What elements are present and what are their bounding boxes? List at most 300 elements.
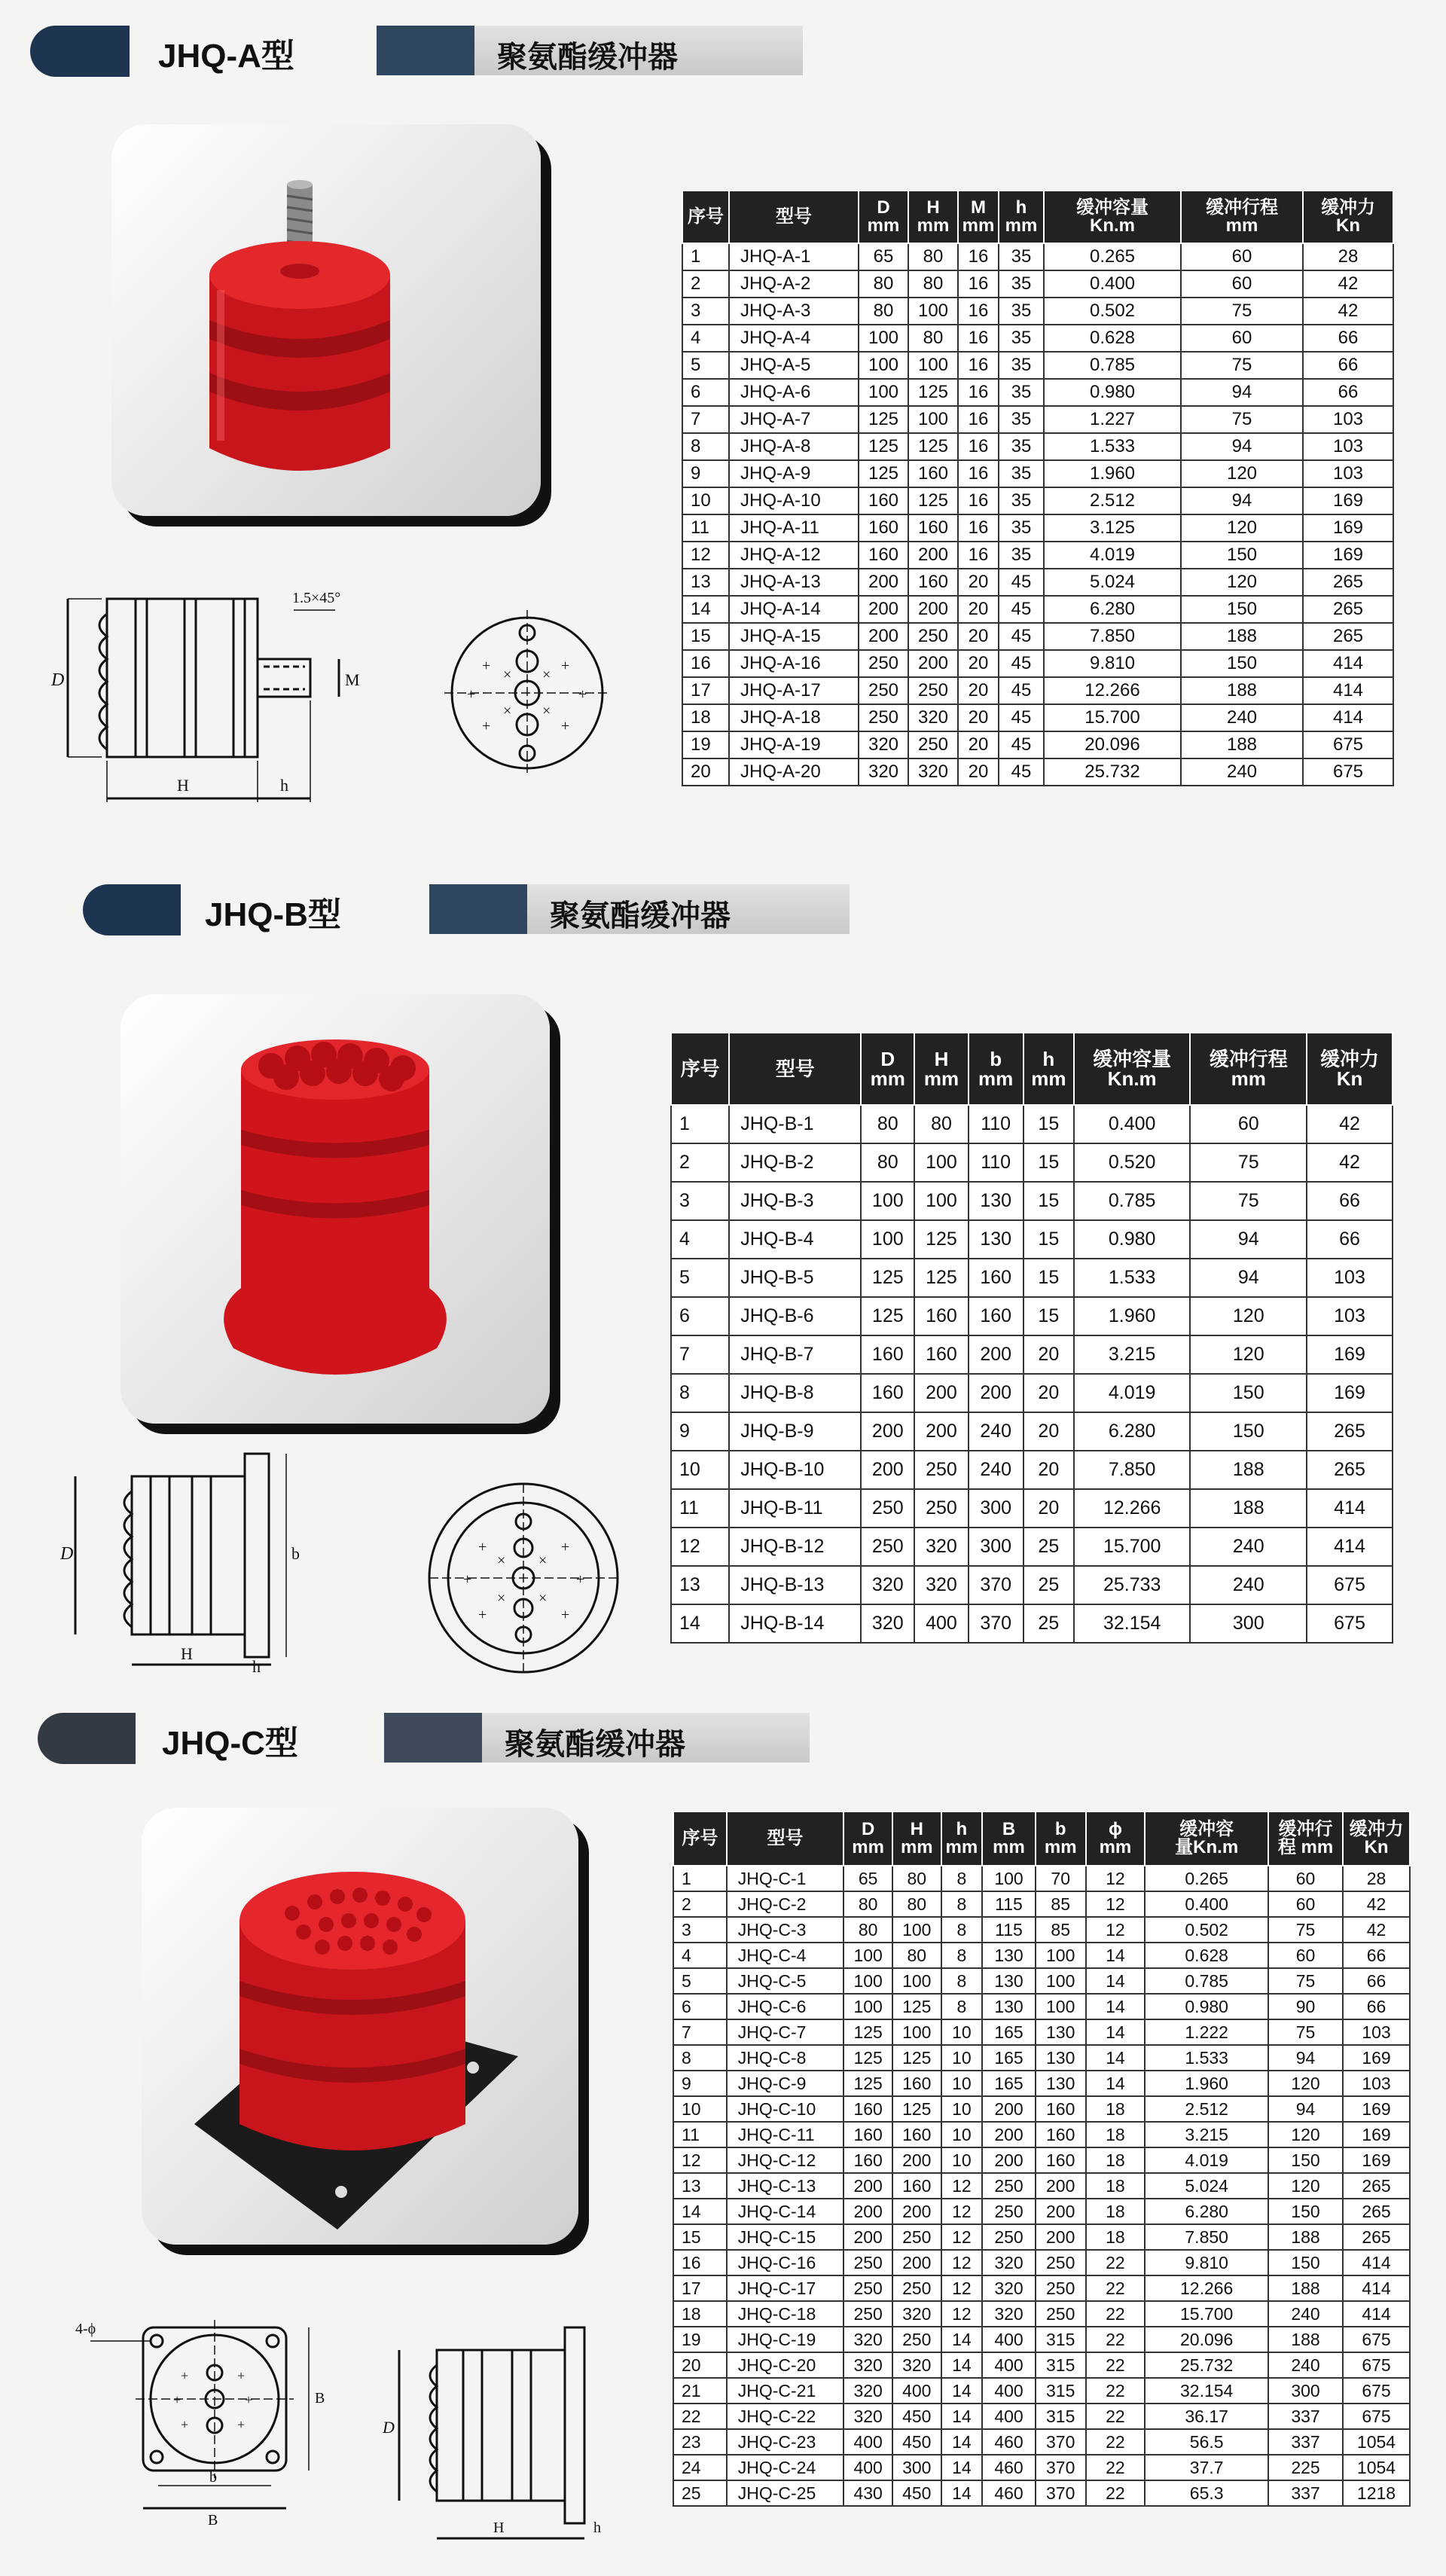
section-a-marker (30, 26, 130, 77)
value-cell: 80 (908, 325, 958, 352)
value-cell: 460 (982, 2429, 1036, 2455)
buffer-c-image (142, 1808, 578, 2245)
value-cell: 200 (982, 2147, 1036, 2173)
value-cell: 94 (1181, 433, 1303, 460)
value-cell: 14 (1086, 2019, 1146, 2045)
value-cell: 100 (914, 1182, 968, 1220)
row-index-cell: 3 (671, 1182, 729, 1220)
row-index-cell: 1 (673, 1866, 727, 1891)
section-jhq-a (0, 0, 1446, 813)
row-index-cell: 10 (671, 1451, 729, 1489)
row-index-cell: 19 (673, 2327, 727, 2352)
table-row (673, 2147, 1410, 2173)
value-cell: 414 (1343, 2250, 1410, 2275)
model-cell: JHQ-A-17 (729, 677, 859, 704)
value-cell: 100 (861, 1182, 914, 1220)
svg-text:+: + (181, 2368, 189, 2383)
value-cell: 115 (982, 1917, 1036, 1943)
value-cell: 150 (1268, 2199, 1343, 2224)
value-cell: 20 (958, 731, 999, 758)
value-cell: 20 (1023, 1451, 1074, 1489)
table-row (673, 2275, 1410, 2301)
drawing-b-side (60, 1446, 346, 1672)
table-row (673, 2480, 1410, 2506)
value-cell: 4.019 (1074, 1374, 1191, 1412)
value-cell: 10 (941, 2071, 983, 2096)
value-cell: 16 (958, 243, 999, 270)
value-cell: 8 (941, 1866, 983, 1891)
row-index-cell: 7 (682, 406, 729, 433)
value-cell: 150 (1268, 2147, 1343, 2173)
value-cell: 120 (1181, 569, 1303, 596)
value-cell: 250 (892, 2327, 941, 2352)
table-c-header: 缓冲行 程 mm (1268, 1811, 1343, 1866)
value-cell: 100 (859, 352, 908, 379)
value-cell: 160 (1036, 2147, 1086, 2173)
value-cell: 250 (844, 2301, 892, 2327)
section-c-marker (38, 1713, 136, 1764)
section-a-bar (377, 26, 474, 75)
value-cell: 460 (982, 2455, 1036, 2480)
table-row (682, 406, 1393, 433)
value-cell: 10 (941, 2045, 983, 2071)
table-row (682, 596, 1393, 623)
value-cell: 430 (844, 2480, 892, 2506)
value-cell: 450 (892, 2429, 941, 2455)
value-cell: 16 (958, 325, 999, 352)
svg-text:+: + (478, 1607, 487, 1623)
value-cell: 22 (1086, 2352, 1146, 2378)
model-cell: JHQ-B-11 (729, 1489, 861, 1528)
value-cell: 45 (999, 704, 1044, 731)
value-cell: 20 (958, 650, 999, 677)
value-cell: 130 (982, 1943, 1036, 1968)
value-cell: 5.024 (1044, 569, 1181, 596)
model-cell: JHQ-B-2 (729, 1143, 861, 1182)
value-cell: 300 (1190, 1604, 1307, 1643)
value-cell: 35 (999, 298, 1044, 325)
svg-text:+: + (482, 658, 491, 674)
value-cell: 400 (982, 2352, 1036, 2378)
value-cell: 400 (914, 1604, 968, 1643)
value-cell: 414 (1343, 2301, 1410, 2327)
value-cell: 80 (892, 1943, 941, 1968)
value-cell: 169 (1343, 2045, 1410, 2071)
table-c-header: 缓冲力 Kn (1343, 1811, 1410, 1866)
row-index-cell: 18 (682, 704, 729, 731)
value-cell: 160 (914, 1335, 968, 1374)
value-cell: 16 (958, 352, 999, 379)
value-cell: 130 (1036, 2071, 1086, 2096)
value-cell: 200 (844, 2173, 892, 2199)
value-cell: 12 (941, 2224, 983, 2250)
row-index-cell: 12 (671, 1528, 729, 1566)
table-b-header: h mm (1023, 1033, 1074, 1105)
value-cell: 66 (1343, 1994, 1410, 2019)
table-c-header: D mm (844, 1811, 892, 1866)
value-cell: 12 (941, 2275, 983, 2301)
value-cell: 36.17 (1145, 2404, 1268, 2429)
value-cell: 100 (892, 1917, 941, 1943)
value-cell: 169 (1303, 514, 1393, 542)
value-cell: 200 (914, 1374, 968, 1412)
value-cell: 66 (1343, 1943, 1410, 1968)
value-cell: 265 (1303, 623, 1393, 650)
value-cell: 103 (1343, 2071, 1410, 2096)
model-cell: JHQ-C-6 (727, 1994, 844, 2019)
value-cell: 80 (859, 270, 908, 298)
value-cell: 35 (999, 514, 1044, 542)
value-cell: 80 (892, 1891, 941, 1917)
svg-text:×: × (497, 1552, 506, 1569)
value-cell: 160 (969, 1259, 1023, 1297)
svg-text:+: + (478, 1539, 487, 1555)
table-row (682, 542, 1393, 569)
value-cell: 60 (1268, 1866, 1343, 1891)
value-cell: 35 (999, 406, 1044, 433)
model-cell: JHQ-C-10 (727, 2096, 844, 2122)
table-row (671, 1374, 1393, 1412)
value-cell: 150 (1181, 596, 1303, 623)
value-cell: 188 (1268, 2275, 1343, 2301)
value-cell: 165 (982, 2045, 1036, 2071)
model-cell: JHQ-B-10 (729, 1451, 861, 1489)
value-cell: 414 (1343, 2275, 1410, 2301)
row-index-cell: 9 (682, 460, 729, 487)
model-cell: JHQ-C-2 (727, 1891, 844, 1917)
table-b-body (671, 1105, 1393, 1643)
value-cell: 225 (1268, 2455, 1343, 2480)
model-cell: JHQ-C-24 (727, 2455, 844, 2480)
model-cell: JHQ-C-5 (727, 1968, 844, 1994)
value-cell: 14 (941, 2378, 983, 2404)
row-index-cell: 13 (682, 569, 729, 596)
table-row (671, 1105, 1393, 1143)
row-index-cell: 16 (682, 650, 729, 677)
svg-text:+: + (561, 658, 570, 674)
value-cell: 200 (1036, 2173, 1086, 2199)
row-index-cell: 7 (673, 2019, 727, 2045)
value-cell: 160 (892, 2173, 941, 2199)
value-cell: 320 (861, 1566, 914, 1604)
table-b-header: D mm (861, 1033, 914, 1105)
value-cell: 80 (859, 298, 908, 325)
row-index-cell: 2 (673, 1891, 727, 1917)
value-cell: 250 (1036, 2275, 1086, 2301)
value-cell: 103 (1343, 2019, 1410, 2045)
value-cell: 3.125 (1044, 514, 1181, 542)
value-cell: 42 (1303, 270, 1393, 298)
value-cell: 15 (1023, 1143, 1074, 1182)
value-cell: 14 (941, 2455, 983, 2480)
model-cell: JHQ-A-8 (729, 433, 859, 460)
value-cell: 15 (1023, 1220, 1074, 1259)
table-row (673, 2352, 1410, 2378)
row-index-cell: 10 (682, 487, 729, 514)
value-cell: 22 (1086, 2429, 1146, 2455)
value-cell: 94 (1268, 2096, 1343, 2122)
value-cell: 18 (1086, 2147, 1146, 2173)
row-index-cell: 11 (671, 1489, 729, 1528)
value-cell: 20 (1023, 1374, 1074, 1412)
table-c-header: H mm (892, 1811, 941, 1866)
row-index-cell: 9 (673, 2071, 727, 2096)
row-index-cell: 4 (673, 1943, 727, 1968)
value-cell: 18 (1086, 2173, 1146, 2199)
value-cell: 22 (1086, 2480, 1146, 2506)
table-a-header: 缓冲行程 mm (1181, 191, 1303, 243)
buffer-a-image (111, 124, 541, 516)
model-cell: JHQ-A-9 (729, 460, 859, 487)
value-cell: 125 (908, 487, 958, 514)
value-cell: 100 (892, 2019, 941, 2045)
value-cell: 125 (908, 379, 958, 406)
value-cell: 15 (1023, 1105, 1074, 1143)
model-cell: JHQ-C-7 (727, 2019, 844, 2045)
value-cell: 94 (1268, 2045, 1343, 2071)
value-cell: 125 (859, 406, 908, 433)
drawing-c-side (377, 2320, 625, 2546)
value-cell: 45 (999, 650, 1044, 677)
value-cell: 125 (914, 1220, 968, 1259)
value-cell: 414 (1303, 650, 1393, 677)
value-cell: 35 (999, 270, 1044, 298)
value-cell: 165 (982, 2071, 1036, 2096)
model-cell: JHQ-B-12 (729, 1528, 861, 1566)
model-cell: JHQ-C-14 (727, 2199, 844, 2224)
value-cell: 414 (1303, 704, 1393, 731)
table-row (673, 2301, 1410, 2327)
value-cell: 35 (999, 460, 1044, 487)
table-b-header: b mm (969, 1033, 1023, 1105)
value-cell: 265 (1307, 1412, 1393, 1451)
section-c-title: JHQ-C型 (162, 1725, 298, 1762)
value-cell: 414 (1303, 677, 1393, 704)
row-index-cell: 2 (671, 1143, 729, 1182)
value-cell: 300 (892, 2455, 941, 2480)
model-cell: JHQ-B-14 (729, 1604, 861, 1643)
table-row (673, 2224, 1410, 2250)
value-cell: 337 (1268, 2480, 1343, 2506)
value-cell: 16 (958, 460, 999, 487)
table-row (671, 1259, 1393, 1297)
drawing-a-h-small-label: h (280, 776, 288, 795)
model-cell: JHQ-C-3 (727, 1917, 844, 1943)
row-index-cell: 14 (673, 2199, 727, 2224)
value-cell: 16 (958, 487, 999, 514)
value-cell: 169 (1307, 1374, 1393, 1412)
model-cell: JHQ-C-21 (727, 2378, 844, 2404)
value-cell: 6.280 (1044, 596, 1181, 623)
value-cell: 250 (914, 1489, 968, 1528)
value-cell: 22 (1086, 2275, 1146, 2301)
value-cell: 265 (1307, 1451, 1393, 1489)
value-cell: 265 (1343, 2173, 1410, 2199)
value-cell: 14 (1086, 2071, 1146, 2096)
row-index-cell: 25 (673, 2480, 727, 2506)
value-cell: 45 (999, 731, 1044, 758)
value-cell: 300 (1268, 2378, 1343, 2404)
table-row (673, 2455, 1410, 2480)
value-cell: 80 (861, 1143, 914, 1182)
table-row (673, 2071, 1410, 2096)
value-cell: 240 (1268, 2301, 1343, 2327)
value-cell: 169 (1303, 487, 1393, 514)
value-cell: 60 (1190, 1105, 1307, 1143)
value-cell: 8 (941, 1968, 983, 1994)
value-cell: 20 (1023, 1335, 1074, 1374)
value-cell: 250 (861, 1489, 914, 1528)
table-row (682, 758, 1393, 786)
spec-table-c (673, 1811, 1411, 2507)
value-cell: 6.280 (1074, 1412, 1191, 1451)
section-b-bar (429, 884, 527, 934)
section-c-bar (384, 1713, 482, 1763)
value-cell: 8 (941, 1891, 983, 1917)
row-index-cell: 24 (673, 2455, 727, 2480)
value-cell: 100 (844, 1968, 892, 1994)
value-cell: 320 (908, 758, 958, 786)
model-cell: JHQ-B-9 (729, 1412, 861, 1451)
value-cell: 22 (1086, 2250, 1146, 2275)
value-cell: 100 (908, 406, 958, 433)
svg-text:+: + (467, 686, 476, 703)
table-row (673, 2429, 1410, 2455)
value-cell: 250 (844, 2275, 892, 2301)
value-cell: 450 (892, 2404, 941, 2429)
value-cell: 80 (844, 1917, 892, 1943)
table-row (673, 2096, 1410, 2122)
model-cell: JHQ-C-12 (727, 2147, 844, 2173)
value-cell: 169 (1343, 2122, 1410, 2147)
model-cell: JHQ-C-22 (727, 2404, 844, 2429)
value-cell: 120 (1268, 2122, 1343, 2147)
value-cell: 240 (1181, 704, 1303, 731)
table-row (673, 1917, 1410, 1943)
drawing-b-h-small-label: h (252, 1657, 261, 1672)
value-cell: 45 (999, 596, 1044, 623)
value-cell: 20 (1023, 1489, 1074, 1528)
value-cell: 85 (1036, 1917, 1086, 1943)
row-index-cell: 17 (673, 2275, 727, 2301)
value-cell: 130 (969, 1182, 1023, 1220)
model-cell: JHQ-C-18 (727, 2301, 844, 2327)
value-cell: 125 (892, 2096, 941, 2122)
value-cell: 150 (1190, 1412, 1307, 1451)
value-cell: 28 (1343, 1866, 1410, 1891)
value-cell: 188 (1190, 1451, 1307, 1489)
value-cell: 60 (1268, 1891, 1343, 1917)
drawing-a-m-label: M (345, 670, 360, 689)
table-b-header-row (671, 1033, 1393, 1105)
value-cell: 9.810 (1044, 650, 1181, 677)
value-cell: 80 (908, 270, 958, 298)
table-c-header: 序号 (673, 1811, 727, 1866)
value-cell: 20 (958, 623, 999, 650)
value-cell: 94 (1190, 1259, 1307, 1297)
table-c-header: ϕ mm (1086, 1811, 1146, 1866)
value-cell: 400 (982, 2378, 1036, 2404)
value-cell: 10 (941, 2122, 983, 2147)
value-cell: 0.265 (1044, 243, 1181, 270)
value-cell: 100 (844, 1943, 892, 1968)
value-cell: 16 (958, 433, 999, 460)
model-cell: JHQ-C-8 (727, 2045, 844, 2071)
value-cell: 28 (1303, 243, 1393, 270)
model-cell: JHQ-B-13 (729, 1566, 861, 1604)
model-cell: JHQ-A-11 (729, 514, 859, 542)
value-cell: 75 (1181, 406, 1303, 433)
table-row (673, 2045, 1410, 2071)
table-a-header: h mm (999, 191, 1044, 243)
value-cell: 250 (859, 677, 908, 704)
value-cell: 125 (859, 433, 908, 460)
value-cell: 16 (958, 270, 999, 298)
row-index-cell: 13 (671, 1566, 729, 1604)
value-cell: 0.520 (1074, 1143, 1191, 1182)
model-cell: JHQ-C-4 (727, 1943, 844, 1968)
table-c-header-row (673, 1811, 1410, 1866)
value-cell: 22 (1086, 2455, 1146, 2480)
value-cell: 42 (1343, 1917, 1410, 1943)
drawing-b-top (422, 1476, 625, 1680)
svg-text:+: + (173, 2392, 182, 2407)
value-cell: 0.502 (1044, 298, 1181, 325)
svg-text:+: + (237, 2417, 246, 2432)
value-cell: 100 (861, 1220, 914, 1259)
value-cell: 315 (1036, 2404, 1086, 2429)
svg-text:+: + (181, 2417, 189, 2432)
value-cell: 320 (982, 2275, 1036, 2301)
row-index-cell: 9 (671, 1412, 729, 1451)
value-cell: 103 (1303, 460, 1393, 487)
value-cell: 320 (982, 2301, 1036, 2327)
drawing-c-b-small-label: b (209, 2469, 217, 2486)
value-cell: 80 (892, 1866, 941, 1891)
drawing-c-b-side-label: B (315, 2390, 325, 2407)
table-a-header: H mm (908, 191, 958, 243)
value-cell: 169 (1343, 2096, 1410, 2122)
value-cell: 0.400 (1145, 1891, 1268, 1917)
value-cell: 25 (1023, 1566, 1074, 1604)
value-cell: 125 (844, 2071, 892, 2096)
table-row (671, 1566, 1393, 1604)
svg-text:+: + (561, 718, 570, 734)
value-cell: 675 (1307, 1566, 1393, 1604)
table-c-header: B mm (982, 1811, 1036, 1866)
drawing-c-d-label: D (383, 2418, 395, 2437)
model-cell: JHQ-B-7 (729, 1335, 861, 1374)
row-index-cell: 6 (673, 1994, 727, 2019)
value-cell: 18 (1086, 2122, 1146, 2147)
table-row (682, 514, 1393, 542)
model-cell: JHQ-A-12 (729, 542, 859, 569)
table-row (671, 1220, 1393, 1259)
value-cell: 200 (908, 596, 958, 623)
value-cell: 65.3 (1145, 2480, 1268, 2506)
value-cell: 320 (859, 758, 908, 786)
value-cell: 0.980 (1044, 379, 1181, 406)
value-cell: 60 (1181, 325, 1303, 352)
table-row (671, 1528, 1393, 1566)
value-cell: 265 (1303, 569, 1393, 596)
value-cell: 32.154 (1074, 1604, 1191, 1643)
value-cell: 160 (859, 487, 908, 514)
value-cell: 100 (1036, 1994, 1086, 2019)
value-cell: 320 (859, 731, 908, 758)
value-cell: 320 (914, 1566, 968, 1604)
section-c-name: 聚氨酯缓冲器 (505, 1727, 685, 1762)
